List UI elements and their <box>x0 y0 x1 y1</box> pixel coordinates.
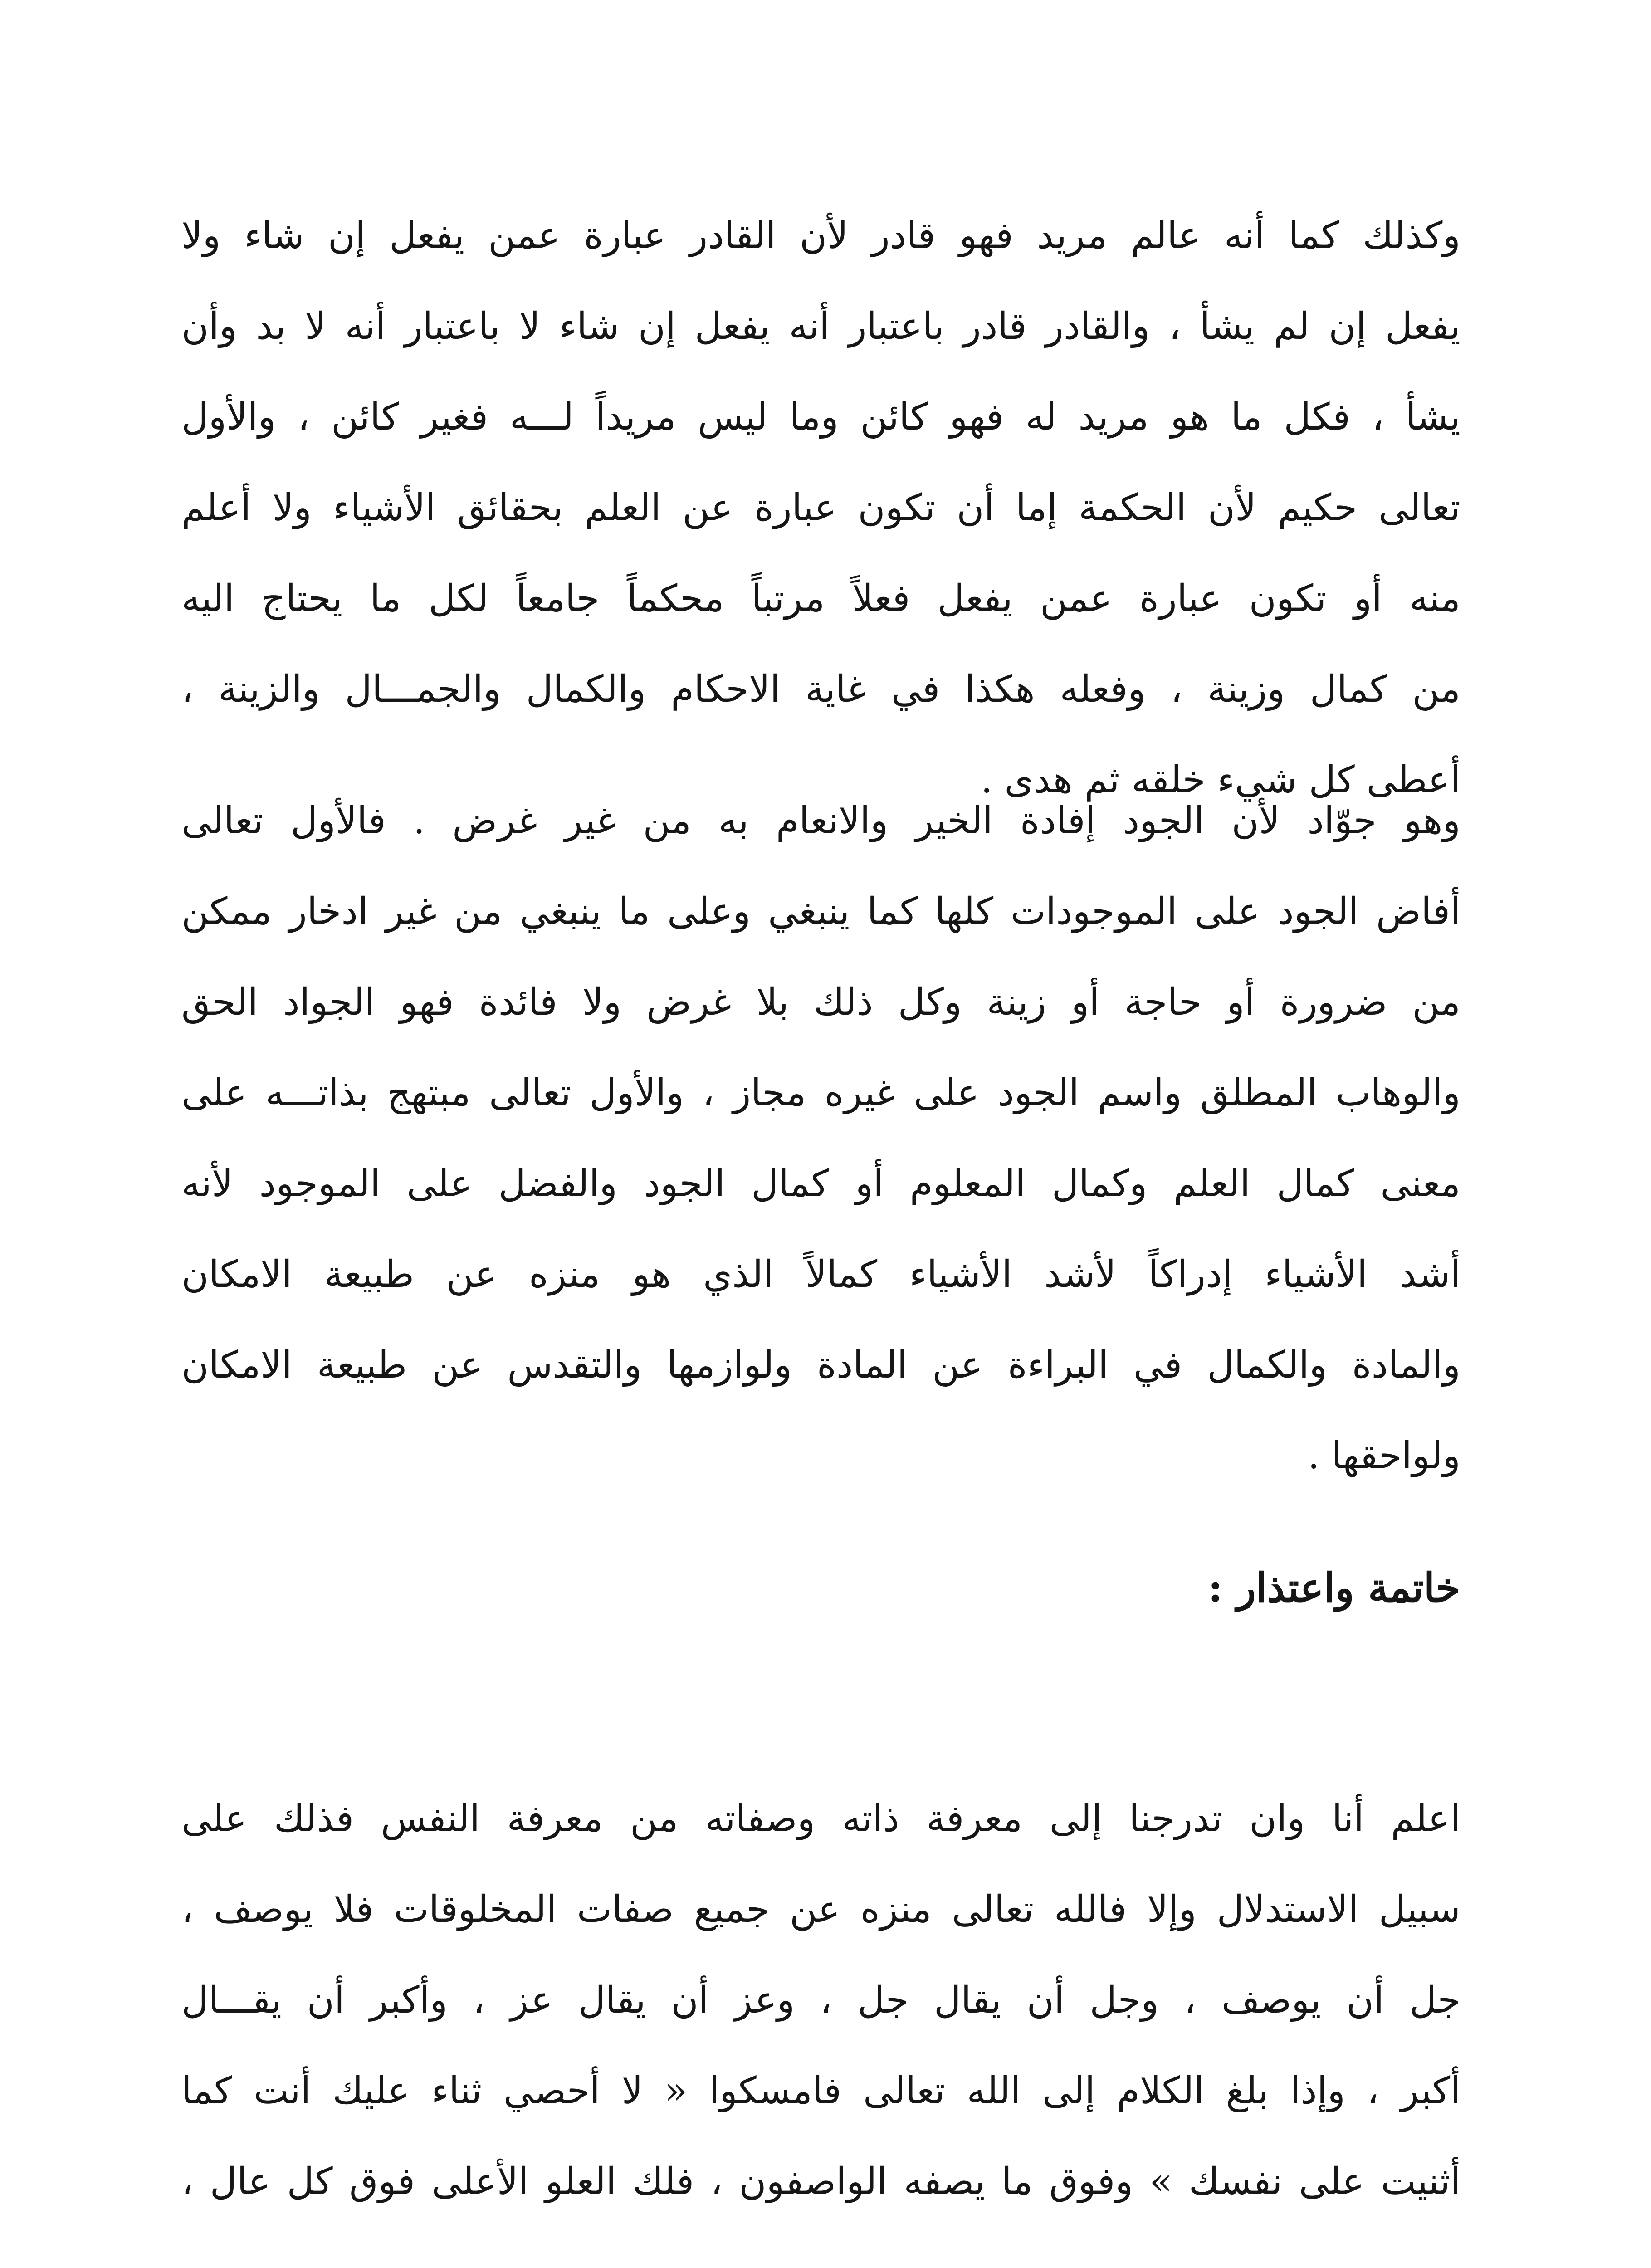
text-line: معنى كمال العلم وكمال المعلوم أو كمال الجود والفضل على الموجود لأنه <box>181 1162 1460 1205</box>
paragraph-generosity <box>181 776 1460 1501</box>
text-line: تعالى حكيم لأن الحكمة إما أن تكون عبارة عن العلم بحقائق الأشياء ولا أعلم <box>181 486 1460 529</box>
section-heading: خاتمة واعتذار : <box>1208 1564 1460 1611</box>
text-line: يشأ ، فكل ما هو مريد له فهو كائن وما ليس مريداً لـــه فغير كائن ، والأول <box>181 396 1460 439</box>
text-line: يفعل إن لم يشأ ، والقادر قادر باعتبار أنه يفعل إن شاء لا باعتبار أنه لا بد وأن <box>181 305 1460 348</box>
paragraph-attributes <box>181 191 1460 826</box>
text-line: أعطى كل شيء خلقه ثم هدى . <box>981 758 1460 802</box>
text-line: من ضرورة أو حاجة أو زينة وكل ذلك بلا غرض ولا فائدة فهو الجواد الحق <box>181 981 1460 1024</box>
page-number <box>0 2263 1651 2268</box>
text-line: وكذلك كما أنه عالم مريد فهو قادر لأن القادر عبارة عمن يفعل إن شاء ولا <box>181 214 1460 257</box>
text-line: جل أن يوصف ، وجل أن يقال جل ، وعز أن يقال عز ، وأكبر أن يقـــال <box>181 1979 1460 2022</box>
text-line: اعلم أنا وان تدرجنا إلى معرفة ذاته وصفاته من معرفة النفس فذلك على <box>181 1797 1460 1840</box>
text-line: أشد الأشياء إدراكاً لأشد الأشياء كمالاً الذي هو منزه عن طبيعة الامكان <box>181 1253 1460 1296</box>
text-line: وهو جوّاد لأن الجود إفادة الخير والانعام به من غير غرض . فالأول تعالى <box>181 799 1460 842</box>
text-line: أكبر ، وإذا بلغ الكلام إلى الله تعالى فامسكوا « لا أحصي ثناء عليك أنت كما <box>181 2069 1460 2112</box>
paragraph-conclusion <box>181 1774 1460 2227</box>
text-line: والمادة والكمال في البراءة عن المادة ولوازمها والتقدس عن طبيعة الامكان <box>181 1344 1460 1387</box>
text-line: والوهاب المطلق واسم الجود على غيره مجاز ، والأول تعالى مبتهج بذاتـــه على <box>181 1071 1460 1114</box>
text-line: من كمال وزينة ، وفعله هكذا في غاية الاحكام والكمال والجمـــال والزينة ، <box>181 668 1460 711</box>
text-line: منه أو تكون عبارة عمن يفعل فعلاً مرتباً محكماً جامعاً لكل ما يحتاج اليه <box>181 577 1460 620</box>
text-line: ولواحقها . <box>1308 1434 1460 1477</box>
text-line: سبيل الاستدلال وإلا فالله تعالى منزه عن جميع صفات المخلوقات فلا يوصف ، <box>181 1888 1460 1931</box>
text-line: أفاض الجود على الموجودات كلها كما ينبغي وعلى ما ينبغي من غير ادخار ممكن <box>181 890 1460 933</box>
text-line: أثنيت على نفسك » وفوق ما يصفه الواصفون ، فلك العلو الأعلى فوق كل عال ، <box>181 2160 1460 2203</box>
